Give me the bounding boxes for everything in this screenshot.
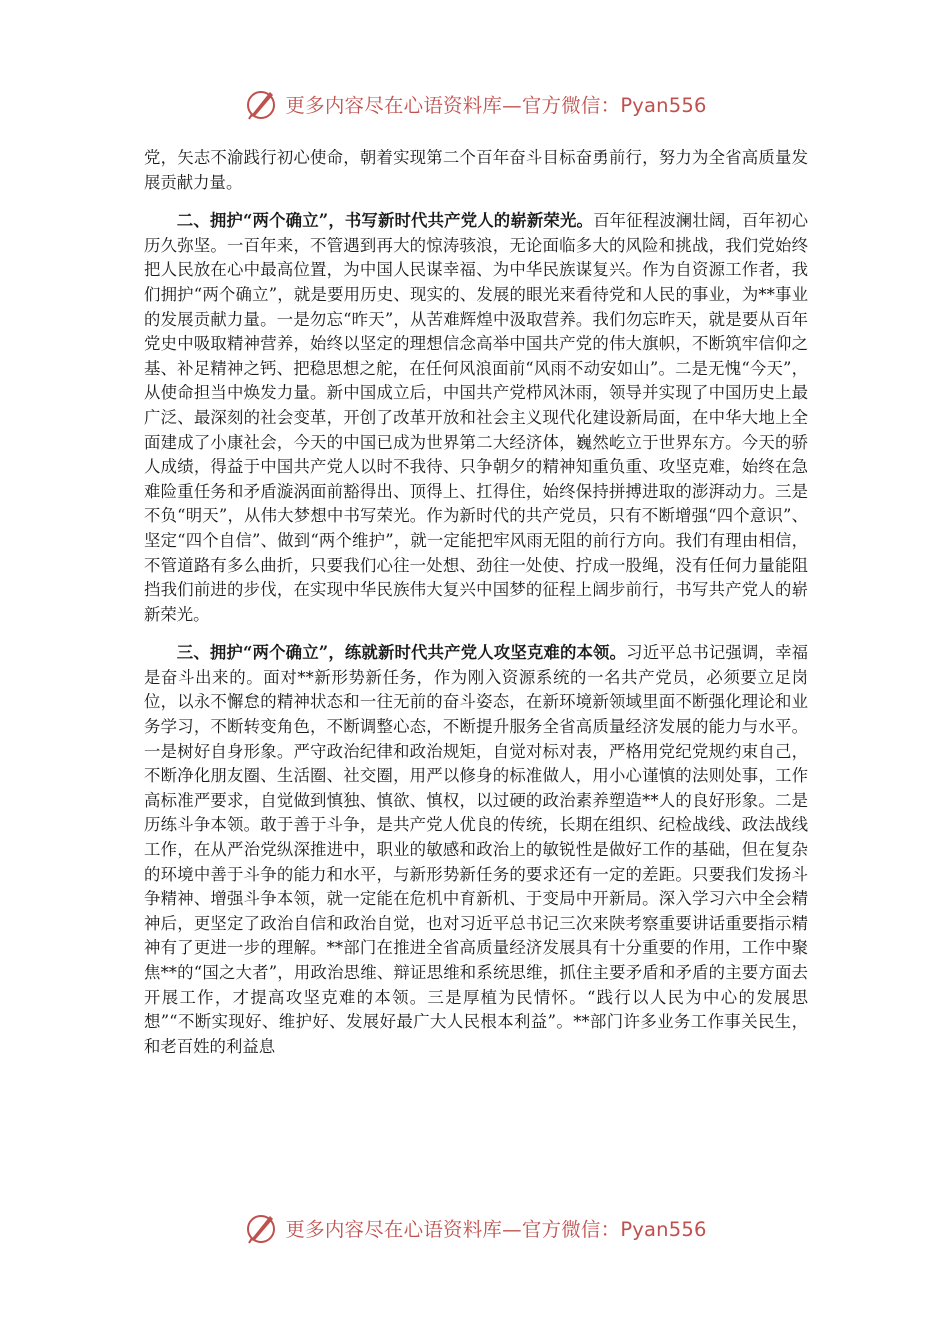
footer-banner	[0, 1210, 950, 1246]
paragraph-text: 百年征程波澜壮阔，百年初心历久弥坚。一百年来，不管遇到再大的惊涛骇浪，无论面临多大的风险和挑战，我们党始终把人民放在心中最高位置，为中国人民谋幸福、为中华民族谋复兴。作为自资源工作者，我们拥护“两个确立”，就是要用历史、现实的、发展的眼光来看待党和人民的事业，为**事业的发展贡献力量。一是勿忘“昨天”，从苦难辉煌中汲取营养。我们勿忘昨天，就是要从百年党史中吸取精神营养，始终以坚定的理想信念高举中国共产党的伟大旗帜，不断筑牢信仰之基、补足精神之钙、把稳思想之舵，在任何风浪面前“风雨不动安如山”。二是无愧“今天”，从使命担当中焕发力量。新中国成立后，中国共产党栉风沐雨，领导并实现了中国历史上最广泛、最深刻的社会变革，开创了改革开放和社会主义现代化建设新局面，在中华大地上全面建成了小康社会，今天的中国已成为世界第二大经济体，巍然屹立于世界东方。今天的骄人成绩，得益于中国共产党人以时不我待、只争朝夕的精神知重负重、攻坚克难，始终在急难险重任务和矛盾漩涡面前豁得出、顶得上、扛得住，始终保持拼搏进取的澎湃动力。三是不负“明天”，从伟大梦想中书写荣光。作为新时代的共产党员，只有不断增强“四个意识”、坚定“四个自信”、做到“两个维护”，就一定能把牢风雨无阻的前行方向。我们有理由相信，不管道路有多么曲折，只要我们心往一处想、劲往一处使、拧成一股绳，没有任何力量能阻挡我们前进的步伐，在实现中华民族伟大复兴中国梦的征程上阔步前行，书写共产党人的崭新荣光。	[144, 211, 809, 624]
section-paragraph	[144, 209, 808, 627]
paragraph	[144, 146, 808, 195]
footer-banner-text: 更多内容尽在心语资料库—官方微信：Pyan556	[285, 1218, 707, 1241]
header-banner	[0, 86, 950, 122]
section-heading: 三、拥护“两个确立”，练就新时代共产党人攻坚克难的本领。	[176, 643, 627, 663]
quill-logo-icon	[243, 86, 279, 122]
section-paragraph	[144, 641, 808, 1059]
paragraph-text: 党，矢志不渝践行初心使命，朝着实现第二个百年奋斗目标奋勇前行，努力为全省高质量发展贡献力量。	[144, 148, 808, 192]
header-banner-text: 更多内容尽在心语资料库—官方微信：Pyan556	[285, 94, 707, 117]
section-heading: 二、拥护“两个确立”，书写新时代共产党人的崭新荣光。	[176, 211, 594, 231]
document-body	[144, 146, 808, 1059]
paragraph-text: 习近平总书记强调，幸福是奋斗出来的。面对**新形势新任务，作为刚入资源系统的一名共产党员，必须要立足岗位，以永不懈怠的精神状态和一往无前的奋斗姿态，在新环境新领域里面不断强化理论和业务学习，不断转变角色，不断调整心态，不断提升服务全省高质量经济发展的能力与水平。一是树好自身形象。严守政治纪律和政治规矩，自觉对标对表，严格用党纪党规约束自己，不断净化朋友圈、生活圈、社交圈，用严以修身的标准做人，用小心谨慎的法则处事，工作高标准严要求，自觉做到慎独、慎欲、慎权，以过硬的政治素养塑造**人的良好形象。二是历练斗争本领。敢于善于斗争，是共产党人优良的传统，长期在组织、纪检战线、政法战线工作，在从严治党纵深推进中，职业的敏感和政治上的敏锐性是做好工作的基础，但在复杂的环境中善于斗争的能力和水平，与新形势新任务的要求还有一定的差距。只要我们发扬斗争精神、增强斗争本领，就一定能在危机中育新机、于变局中开新局。深入学习六中全会精神后，更坚定了政治自信和政治自觉，也对习近平总书记三次来陕考察重要讲话重要指示精神有了更进一步的理解。**部门在推进全省高质量经济发展具有十分重要的作用，工作中聚焦**的“国之大者”，用政治思维、辩证思维和系统思维，抓住主要矛盾和矛盾的主要方面去开展工作，才提高攻坚克难的本领。三是厚植为民情怀。“践行以人民为中心的发展思想”“不断实现好、维护好、发展好最广大人民根本利益”。**部门许多业务工作事关民生，和老百姓的利益息	[144, 643, 809, 1056]
quill-logo-icon	[243, 1210, 279, 1246]
